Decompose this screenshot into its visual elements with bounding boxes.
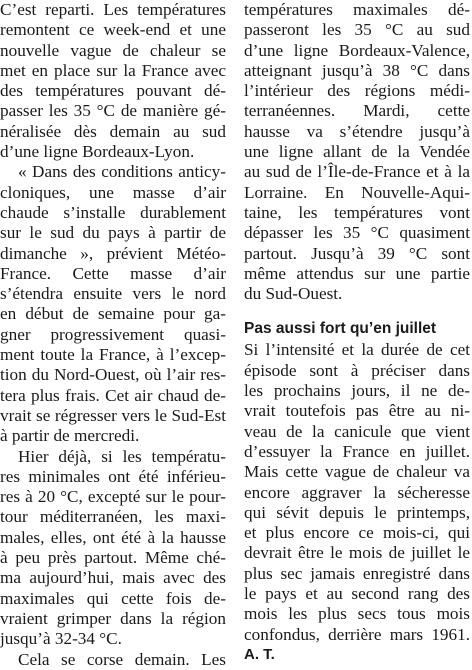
text-line: à partir de mercredi.: [0, 426, 140, 446]
text-line: s’étendra ensuite vers le nord: [0, 284, 226, 304]
text-line: hausse va s’étendre jusqu’à: [244, 121, 470, 141]
text-line: vrait toutefois pas être au ni-: [244, 401, 470, 421]
text-line: devrait être le mois de juillet le: [244, 543, 470, 563]
text-line: en début de semaine pour ga-: [0, 304, 226, 324]
text-line: partout. Jusqu’à 39 °C sont: [244, 243, 470, 263]
text-line: passeront les 35 °C au sud: [244, 20, 470, 40]
text-line: tour méditerranéen, les maxi-: [0, 507, 226, 527]
text-line: C’est reparti. Les températures: [0, 0, 226, 19]
text-line: d’une ligne Bordeaux-Lyon.: [0, 142, 195, 162]
text-line: res à 20 °C, excepté sur le pour-: [0, 487, 226, 507]
text-line: mois les plus secs tous mois: [244, 604, 470, 624]
text-line: chaude s’installe durablement: [0, 202, 226, 222]
text-line: températures maximales dé-: [244, 0, 470, 19]
text-line: res minimales ont été inférieu-: [0, 466, 226, 486]
text-line: même attendus sur une partie: [244, 263, 470, 283]
text-line: cloniques, une masse d’air: [0, 182, 226, 202]
text-line: sur le sud du pays à partir de: [0, 223, 226, 243]
text-line: des températures pouvant dé-: [0, 81, 226, 101]
text-line: du Sud-Ouest.: [244, 284, 343, 304]
text-line: d’une ligne Bordeaux-Valence,: [244, 40, 470, 60]
text-line: nouvelle vague de chaleur se: [0, 40, 226, 60]
left-column: [0, 0, 226, 670]
text-line: passer les 35 °C de manière gé-: [0, 101, 226, 121]
text-line: d’essuyer la France en juillet.: [244, 441, 470, 461]
text-line: vrait se régresser vers le Sud-Est: [0, 405, 226, 425]
text-line: « Dans des conditions anticy-: [18, 162, 226, 182]
text-line: ment toute la France, à l’excep-: [0, 345, 226, 365]
text-line: et plus encore ce mois-ci, qui: [244, 523, 470, 543]
text-line: France. Cette masse d’air: [0, 263, 226, 283]
text-line: dépasser les 35 °C quasiment: [244, 223, 470, 243]
text-line: le pays et au second rang des: [244, 584, 470, 604]
text-line: une ligne allant de la Vendée: [244, 142, 470, 162]
text-line: dimanche », prévient Météo-: [0, 243, 226, 263]
text-line: taine, les températures vont: [244, 202, 470, 222]
text-line: qui sévit depuis le printemps,: [244, 502, 470, 522]
right-column: [244, 0, 470, 665]
subheading: Pas aussi fort qu’en juillet: [244, 320, 437, 338]
text-line: confondus, derrière mars 1961.: [244, 624, 470, 644]
text-line: Lorraine. En Nouvelle-Aqui-: [244, 182, 470, 202]
text-line: jusqu’à 32-34 °C.: [0, 629, 122, 649]
text-line: Hier déjà, si les températu-: [18, 446, 226, 466]
text-line: néralisée dès demain au sud: [0, 121, 226, 141]
byline: A. T.: [244, 645, 275, 663]
text-line: à peu près partout. Même ché-: [0, 548, 226, 568]
text-line: terranéennes. Mardi, cette: [244, 101, 470, 121]
text-line: au sud de l’Île-de-France et à la: [244, 162, 470, 182]
right-column-bottom-text: [244, 340, 470, 644]
text-line: gner progressivement quasi-: [0, 324, 226, 344]
right-column-top-text: [244, 0, 470, 304]
text-line: plus sec jamais enregistré dans: [244, 563, 470, 583]
text-line: Si l’intensité et la durée de cet: [244, 340, 470, 360]
text-line: les prochains jours, il ne de-: [244, 381, 470, 401]
text-line: met en place sur la France avec: [0, 60, 226, 80]
text-line: atteignant jusqu’à 38 °C dans: [244, 60, 470, 80]
text-line: encore aggraver la sécheresse: [244, 482, 470, 502]
text-line: veau de la canicule que vient: [244, 421, 470, 441]
text-line: épisode sont à préciser dans: [244, 360, 470, 380]
text-line: l’intérieur des régions médi-: [244, 81, 470, 101]
text-line: males, elles, ont été à la hausse: [0, 527, 226, 547]
text-line: Cela se corse demain. Les: [18, 649, 226, 669]
text-line: maximales qui cette fois de-: [0, 588, 226, 608]
text-line: tion du Nord-Ouest, où l’air res-: [0, 365, 226, 385]
text-line: vraient grimper dans la région: [0, 608, 226, 628]
text-line: tera plus frais. Cet air chaud de-: [0, 385, 226, 405]
text-line: remontent ce week-end et une: [0, 20, 226, 40]
text-line: ma aujourd’hui, mais avec des: [0, 568, 226, 588]
text-line: Mais cette vague de chaleur va: [244, 462, 470, 482]
